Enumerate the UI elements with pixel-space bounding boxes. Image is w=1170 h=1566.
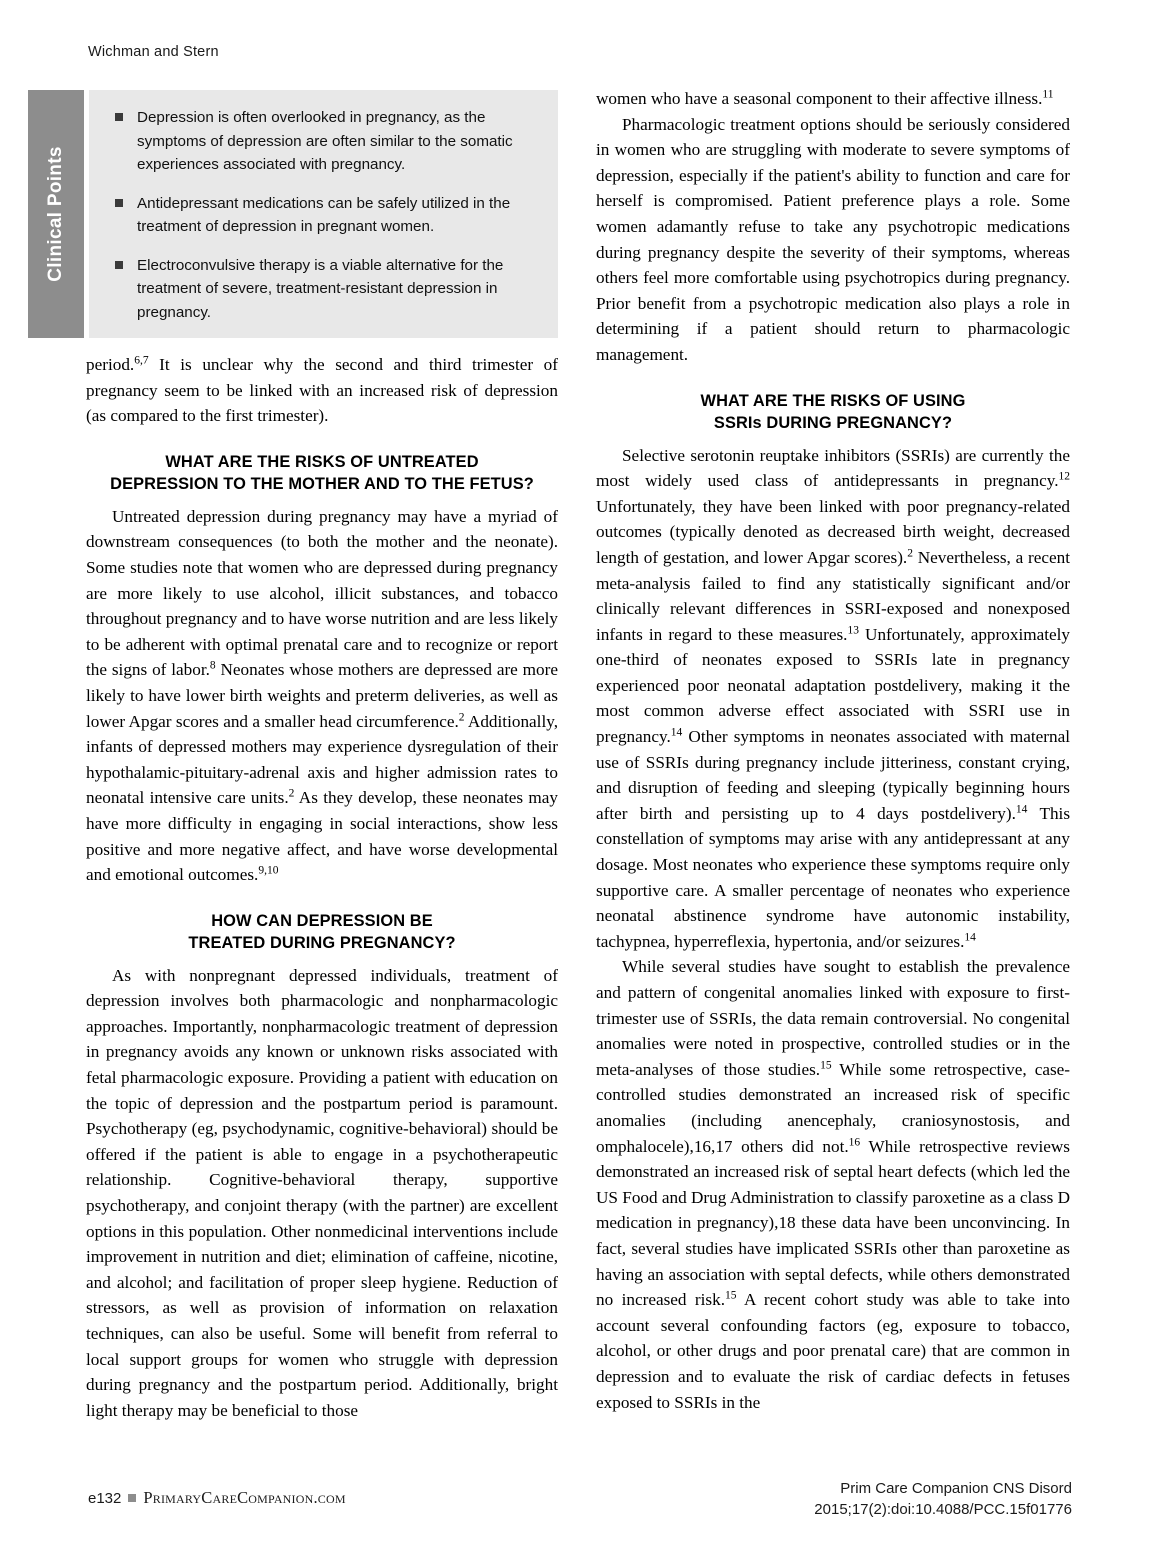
journal-website: PrimaryCareCompanion.com (143, 1488, 346, 1507)
section-heading-line: WHAT ARE THE RISKS OF UNTREATED (165, 452, 479, 471)
paragraph: While several studies have sought to establish the prevalence and pattern of congenital anomalies linked with exposure to first-trimester use of SSRIs, the data remain controversial. No congenital anomalies were noted in prospective, controlled studies or in the meta-analyses of those studies.$^{15}$ While some retrospective, case-controlled studies demonstrated an increased risk of specific anomalies (including anencephaly, craniosynostosis, and omphalocele),16,17 others did not.$^{16}$ While retrospective reviews demonstrated an increased risk of septal heart defects (which led the US Food and Drug Administration to classify paroxetine as a class D medication in pregnancy),18 these data have been unconvincing. In fact, several studies have implicated SSRIs other than paroxetine as having an association with septal defects, while others demonstrated no increased risk.$^{15}$ A recent cohort study was able to take into account several confounding factors (eg, exposure to tobacco, alcohol, or other drugs and poor prenatal care) that are common in depression and to evaluate the risk of cardiac defects in fetuses exposed to SSRIs in the (596, 957, 1071, 1412)
page-number: e132 (88, 1489, 122, 1507)
right-column (596, 86, 1070, 1415)
clinical-points-tab-label: Clinical Points (45, 146, 66, 282)
section-heading-line: WHAT ARE THE RISKS OF USING (700, 391, 966, 410)
clinical-point-text: Depression is often overlooked in pregnancy, as the symptoms of depression are often similar to the somatic experiences associated with pregnancy. (137, 109, 513, 173)
section-heading (86, 451, 558, 495)
section-heading (86, 910, 558, 954)
section-heading-line: SSRIs DURING PREGNANCY? (713, 413, 953, 432)
journal-name: Prim Care Companion CNS Disord (840, 1480, 1072, 1497)
section-heading-line: TREATED DURING PREGNANCY? (188, 933, 456, 952)
running-head: Wichman and Stern (88, 44, 219, 60)
left-column (86, 352, 558, 1423)
clinical-points-list (89, 90, 558, 324)
section-heading (596, 390, 1070, 434)
clinical-points-box (28, 90, 558, 338)
paragraph: women who have a seasonal component to their affective illness.$^{11}$ (596, 88, 1054, 108)
list-item (115, 254, 536, 325)
square-bullet-icon (115, 261, 123, 269)
list-item (115, 106, 536, 177)
clinical-point-text: Electroconvulsive therapy is a viable alternative for the treatment of severe, treatment-resistant depression in pregnancy. (137, 256, 504, 321)
paragraph: As with nonpregnant depressed individuals, treatment of depression involves both pharmacologic and nonpharmacologic approaches. Importantly, nonpharmacologic treatment of depression in pregnancy avoids any known or unknown risks associated with fetal pharmacologic exposure. Providing a patient with education on the topic of depression and the postpartum period is paramount. Psychotherapy (eg, psychodynamic, cognitive-behavioral) should be offered if the patient is able to engage in a psychotherapeutic relationship. Cognitive-behavioral therapy, supportive psychotherapy, and conjoint therapy (with the partner) are excellent options in this population. Other nonmedicinal interventions include improvement in nutrition and diet; elimination of caffeine, nicotine, and alcohol; and facilitation of proper sleep hygiene. Reduction of stressors, as well as provision of information on relaxation techniques, can also be useful. Some will benefit from referral to local support groups for women who struggle with depression during pregnancy and the postpartum period. Additionally, bright light therapy may be beneficial to those (86, 965, 558, 1420)
paragraph: period.$^{6,7}$ It is unclear why the second and third trimester of pregnancy seem to be linked with an increased risk of depression (as compared to the first trimester). (86, 354, 558, 426)
clinical-points-tab (28, 90, 84, 338)
square-divider-icon (128, 1494, 136, 1502)
footer-left (88, 1488, 346, 1508)
journal-citation: 2015;17(2):doi:10.4088/PCC.15f01776 (814, 1501, 1072, 1518)
section-heading-line: HOW CAN DEPRESSION BE (211, 911, 433, 930)
square-bullet-icon (115, 113, 123, 121)
section-heading-line: DEPRESSION TO THE MOTHER AND TO THE FETUS? (110, 474, 534, 493)
paragraph: Untreated depression during pregnancy may have a myriad of downstream consequences (to both the mother and the neonate). Some studies note that women who are depressed during pregnancy are more likely to use alcohol, illicit substances, and tobacco throughout pregnancy and to have worse nutrition and are less likely to be adherent with optimal prenatal care and to recognize or report the signs of labor.$^8$ Neonates whose mothers are depressed are more likely to have lower birth weights and preterm deliveries, as well as lower Apgar scores and a smaller head circumference.$^2$ Additionally, infants of depressed mothers may experience dysregulation of their hypothalamic-pituitary-adrenal axis and higher admission rates to neonatal intensive care units.$^2$ As they develop, these neonates may have more difficulty in engaging in social interactions, show less positive and more negative affect, and have worse developmental and emotional outcomes.$^{9,10}$ (86, 506, 558, 885)
paragraph: Selective serotonin reuptake inhibitors (SSRIs) are currently the most widely used class of antidepressants in pregnancy.$^{12}$ Unfortunately, they have been linked with poor pregnancy-related outcomes (typically denoted as decreased birth weight, decreased length of gestation, and lower Apgar scores).$^2$ Nevertheless, a recent meta-analysis failed to find any statistically significant and/or clinically relevant differences in SSRI-exposed and nonexposed infants in regard to these measures.$^{13}$ Unfortunately, approximately one-third of neonates exposed to SSRIs late in pregnancy experienced poor neonatal adaptation postdelivery, making it the most common adverse effect associated with SSRI use in pregnancy.$^{14}$ Other symptoms in neonates associated with maternal use of SSRIs during pregnancy include jitteriness, constant crying, and disruption of feeding and sleeping (typically beginning hours after birth and persisting up to 4 days postdelivery).$^{14}$ This constellation of symptoms may arise with any antidepressant at any dosage. Most neonates who experience these symptoms require only supportive care. A smaller percentage of neonates who experience neonatal abstinence syndrome have autonomic instability, tachypnea, hyperreflexia, hypertonia, and/or seizures.$^{14}$ (596, 445, 1071, 951)
footer-right (814, 1478, 1072, 1520)
square-bullet-icon (115, 199, 123, 207)
clinical-point-text: Antidepressant medications can be safely utilized in the treatment of depression in pregnant women. (137, 194, 511, 235)
paragraph: Pharmacologic treatment options should be seriously considered in women who are struggling with moderate to severe symptoms of depression, especially if the patient's ability to function and care for herself is compromised. Patient preference plays a role. Some women adamantly refuse to take any psychotropic medications during pregnancy despite the severity of their symptoms, whereas others feel more comfortable using psychotropics during pregnancy. Prior benefit from a psychotropic medication also plays a role in determining if a patient should return to pharmacologic management. (596, 114, 1070, 364)
list-item (115, 192, 536, 239)
clinical-points-body (84, 90, 558, 338)
